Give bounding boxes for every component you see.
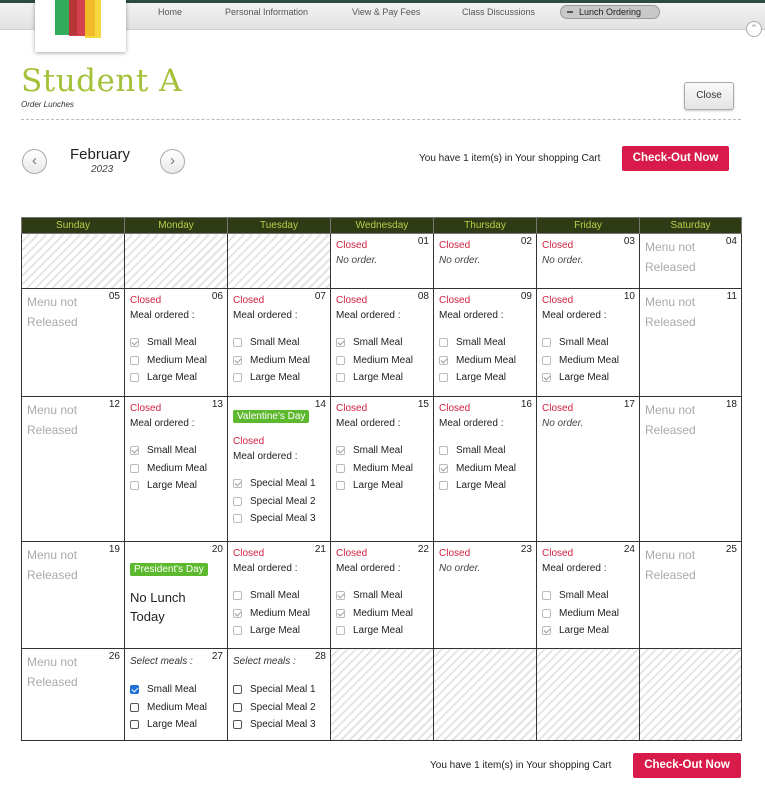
empty-day-cell: [434, 649, 537, 741]
meal-option: Medium Meal: [336, 605, 429, 623]
next-month-button[interactable]: [160, 149, 185, 174]
day-number: 17: [623, 399, 635, 410]
meal-option[interactable]: Small Meal: [130, 681, 223, 699]
checkbox-disabled-checked: [336, 338, 345, 347]
checkbox-disabled-checked: [336, 609, 345, 618]
meal-option: Small Meal: [233, 587, 326, 605]
closed-label: Closed: [542, 403, 574, 414]
closed-label: Closed: [233, 295, 265, 306]
day-header-sunday: Sunday: [22, 218, 125, 234]
closed-label: Closed: [439, 240, 471, 251]
checkbox-disabled-checked: [439, 356, 448, 365]
school-logo[interactable]: [35, 0, 126, 52]
meal-ordered-label: Meal ordered :: [439, 310, 504, 321]
day-number: 14: [314, 399, 326, 410]
menu-not-released: Menu not Released: [645, 403, 696, 437]
day-cell-09: [434, 289, 537, 397]
menu-not-released: Menu not Released: [27, 295, 78, 329]
day-cell-04: [640, 234, 742, 289]
no-order-label: No order.: [439, 563, 481, 574]
checkbox[interactable]: [233, 685, 242, 694]
day-cell-03: [537, 234, 640, 289]
meal-option: Small Meal: [439, 334, 532, 352]
no-order-label: No order.: [542, 255, 584, 266]
meal-option: Large Meal: [130, 369, 223, 387]
day-number: 04: [725, 236, 737, 247]
day-number: 25: [725, 544, 737, 555]
day-header-saturday: Saturday: [640, 218, 742, 234]
checkbox-disabled-checked: [542, 626, 551, 635]
checkbox-disabled: [336, 464, 345, 473]
meal-option: Small Meal: [542, 587, 635, 605]
meal-option[interactable]: Large Meal: [130, 716, 223, 734]
checkbox-disabled: [130, 356, 139, 365]
day-cell-19: [22, 542, 125, 649]
checkbox-disabled: [233, 373, 242, 382]
chevron-right-icon: ›: [170, 152, 175, 169]
day-number: 11: [726, 291, 737, 302]
meal-option: Small Meal: [336, 334, 429, 352]
meal-option: Small Meal: [336, 587, 429, 605]
cart-message-top: You have 1 item(s) in Your shopping Cart: [419, 153, 601, 164]
meal-option: Large Meal: [439, 369, 532, 387]
day-number: 28: [314, 651, 326, 662]
meal-option: Large Meal: [336, 622, 429, 640]
day-cell-23: [434, 542, 537, 649]
day-cell-10: [537, 289, 640, 397]
checkbox-disabled-checked: [130, 338, 139, 347]
meal-ordered-label: Meal ordered :: [542, 310, 607, 321]
checkbox[interactable]: [233, 720, 242, 729]
meal-option: Large Meal: [336, 369, 429, 387]
checkbox-disabled: [233, 514, 242, 523]
meal-option: Large Meal: [542, 622, 635, 640]
day-header-thursday: Thursday: [434, 218, 537, 234]
menu-not-released: Menu not Released: [27, 548, 78, 582]
day-cell-05: [22, 289, 125, 397]
meal-option[interactable]: Medium Meal: [130, 699, 223, 717]
day-cell-27: [125, 649, 228, 741]
nav-home[interactable]: Home: [158, 7, 183, 17]
checkbox-disabled: [130, 464, 139, 473]
day-number: 05: [108, 291, 120, 302]
day-number: 24: [623, 544, 635, 555]
day-cell-08: [331, 289, 434, 397]
day-number: 12: [108, 399, 120, 410]
meal-option: Small Meal: [336, 442, 429, 460]
day-cell-06: [125, 289, 228, 397]
menu-not-released: Menu not Released: [645, 295, 696, 329]
prev-month-button[interactable]: [22, 149, 47, 174]
no-order-label: No order.: [439, 255, 481, 266]
day-header-wednesday: Wednesday: [331, 218, 434, 234]
meal-option: Medium Meal: [439, 460, 532, 478]
day-number: 09: [520, 291, 532, 302]
no-lunch-label: No Lunch Today: [130, 590, 186, 624]
day-number: 10: [623, 291, 635, 302]
checkbox-disabled: [439, 481, 448, 490]
empty-day-cell: [640, 649, 742, 741]
day-number: 26: [108, 651, 120, 662]
day-cell-22: [331, 542, 434, 649]
empty-day-cell: [331, 649, 434, 741]
empty-day-cell: [125, 234, 228, 289]
day-number: 06: [211, 291, 223, 302]
meal-option: Small Meal: [130, 334, 223, 352]
day-number: 21: [314, 544, 326, 555]
meal-option: Special Meal 3: [233, 510, 326, 528]
day-number: 16: [520, 399, 532, 410]
day-number: 18: [725, 399, 737, 410]
meal-ordered-label: Meal ordered :: [336, 563, 401, 574]
checkbox-disabled: [233, 591, 242, 600]
nav-class-discussions[interactable]: Class Discussions: [462, 7, 536, 17]
day-cell-12: [22, 397, 125, 542]
checkbox-disabled: [336, 626, 345, 635]
meal-option[interactable]: Special Meal 3: [233, 716, 326, 734]
meal-option: Small Meal: [542, 334, 635, 352]
page-subtitle: Order Lunches: [21, 100, 74, 109]
meal-ordered-label: Meal ordered :: [542, 563, 607, 574]
checkbox-disabled: [439, 338, 448, 347]
day-number: 20: [211, 544, 223, 555]
meal-ordered-label: Meal ordered :: [233, 451, 298, 462]
meal-option: Medium Meal: [233, 352, 326, 370]
nav-view-pay-fees[interactable]: View & Pay Fees: [352, 7, 421, 17]
menu-not-released: Menu not Released: [27, 403, 78, 437]
day-number: 01: [417, 236, 429, 247]
checkbox[interactable]: [130, 720, 139, 729]
meal-option[interactable]: Special Meal 1: [233, 681, 326, 699]
day-header-friday: Friday: [537, 218, 640, 234]
meal-option: Small Meal: [233, 334, 326, 352]
day-number: 27: [211, 651, 223, 662]
day-cell-13: [125, 397, 228, 542]
menu-not-released: Menu not Released: [645, 548, 696, 582]
checkbox-disabled: [542, 356, 551, 365]
checkbox-disabled: [130, 373, 139, 382]
checkbox[interactable]: [233, 703, 242, 712]
closed-label: Closed: [542, 295, 574, 306]
meal-option: Medium Meal: [233, 605, 326, 623]
day-cell-28: [228, 649, 331, 741]
closed-label: Closed: [233, 436, 265, 447]
meal-ordered-label: Meal ordered :: [336, 310, 401, 321]
checkbox-disabled: [233, 497, 242, 506]
closed-label: Closed: [336, 295, 368, 306]
closed-label: Closed: [130, 295, 162, 306]
day-cell-11: [640, 289, 742, 397]
closed-label: Closed: [130, 403, 162, 414]
divider: [21, 119, 741, 120]
day-cell-14: [228, 397, 331, 542]
nav-personal-information[interactable]: Personal Information: [225, 7, 309, 17]
day-number: 02: [520, 236, 532, 247]
checkbox-disabled-checked: [130, 446, 139, 455]
holiday-badge: Valentine's Day: [233, 410, 309, 423]
meal-option: Special Meal 2: [233, 493, 326, 511]
meal-option: Large Meal: [233, 622, 326, 640]
holiday-badge: President's Day: [130, 563, 208, 576]
meal-option: Large Meal: [439, 477, 532, 495]
meal-option: Large Meal: [233, 369, 326, 387]
meal-option: Medium Meal: [336, 460, 429, 478]
day-header-tuesday: Tuesday: [228, 218, 331, 234]
month-label: February: [70, 146, 131, 163]
meal-ordered-label: Meal ordered :: [336, 418, 401, 429]
day-number: 23: [520, 544, 532, 555]
closed-label: Closed: [439, 548, 471, 559]
checkbox-disabled-checked: [233, 356, 242, 365]
meal-option: Medium Meal: [130, 460, 223, 478]
scroll-up-icon[interactable]: ⌃: [746, 21, 762, 37]
day-number: 08: [417, 291, 429, 302]
checkbox-disabled-checked: [336, 591, 345, 600]
day-cell-24: [537, 542, 640, 649]
meal-option: Medium Meal: [542, 352, 635, 370]
closed-label: Closed: [439, 403, 471, 414]
day-cell-02: [434, 234, 537, 289]
checkbox-disabled: [439, 373, 448, 382]
meal-option: Small Meal: [130, 442, 223, 460]
year-label: 2023: [91, 164, 114, 175]
cart-message-bottom: You have 1 item(s) in Your shopping Cart: [430, 760, 612, 771]
checkbox[interactable]: [130, 703, 139, 712]
checkbox-disabled-checked: [336, 446, 345, 455]
checkbox-disabled: [336, 481, 345, 490]
select-meals-label: Select meals :: [233, 656, 296, 667]
day-header-monday: Monday: [125, 218, 228, 234]
checkbox-disabled-checked: [233, 609, 242, 618]
day-cell-16: [434, 397, 537, 542]
checkbox-disabled: [542, 338, 551, 347]
closed-label: Closed: [439, 295, 471, 306]
no-order-label: No order.: [542, 418, 584, 429]
day-number: 19: [108, 544, 120, 555]
checkbox-disabled: [542, 609, 551, 618]
closed-label: Closed: [336, 240, 368, 251]
day-cell-20: [125, 542, 228, 649]
meal-ordered-label: Meal ordered :: [439, 418, 504, 429]
page-title: Student A: [21, 63, 183, 99]
meal-ordered-label: Meal ordered :: [130, 418, 195, 429]
meal-option: Medium Meal: [336, 352, 429, 370]
day-cell-26: [22, 649, 125, 741]
meal-ordered-label: Meal ordered :: [233, 310, 298, 321]
meal-option: Large Meal: [542, 369, 635, 387]
checkbox-disabled: [130, 481, 139, 490]
meal-ordered-label: Meal ordered :: [233, 563, 298, 574]
day-number: 07: [314, 291, 326, 302]
day-number: 03: [623, 236, 635, 247]
closed-label: Closed: [336, 548, 368, 559]
checkbox-disabled-checked: [439, 464, 448, 473]
checkbox-checked[interactable]: [130, 685, 139, 694]
meal-option: Medium Meal: [130, 352, 223, 370]
day-cell-25: [640, 542, 742, 649]
day-cell-21: [228, 542, 331, 649]
menu-not-released: Menu not Released: [27, 655, 78, 689]
day-cell-18: [640, 397, 742, 542]
meal-option: Small Meal: [439, 442, 532, 460]
checkbox-disabled: [542, 591, 551, 600]
meal-option[interactable]: Special Meal 2: [233, 699, 326, 717]
empty-day-cell: [22, 234, 125, 289]
day-cell-17: [537, 397, 640, 542]
menu-not-released: Menu not Released: [645, 240, 696, 274]
closed-label: Closed: [542, 240, 574, 251]
meal-ordered-label: Meal ordered :: [130, 310, 195, 321]
meal-option: Large Meal: [130, 477, 223, 495]
closed-label: Closed: [336, 403, 368, 414]
day-cell-07: [228, 289, 331, 397]
lunch-calendar: [21, 217, 742, 741]
chevron-left-icon: ‹: [32, 152, 37, 169]
checkout-button-bottom[interactable]: Check-Out Now: [633, 753, 741, 778]
checkout-button-top[interactable]: Check-Out Now: [622, 146, 729, 171]
empty-day-cell: [228, 234, 331, 289]
checkbox-disabled: [233, 626, 242, 635]
meal-option: Large Meal: [336, 477, 429, 495]
day-cell-15: [331, 397, 434, 542]
checkbox-disabled: [336, 373, 345, 382]
closed-label: Closed: [542, 548, 574, 559]
day-cell-01: [331, 234, 434, 289]
meal-option: Special Meal 1: [233, 475, 326, 493]
nav-lunch-ordering[interactable]: Lunch Ordering: [560, 5, 660, 19]
meal-option: Medium Meal: [439, 352, 532, 370]
checkbox-disabled: [233, 338, 242, 347]
checkbox-disabled-checked: [233, 479, 242, 488]
checkbox-disabled: [439, 446, 448, 455]
close-button[interactable]: Close: [684, 82, 734, 110]
closed-label: Closed: [233, 548, 265, 559]
select-meals-label: Select meals :: [130, 656, 193, 667]
day-number: 15: [417, 399, 429, 410]
no-order-label: No order.: [336, 255, 378, 266]
checkbox-disabled-checked: [542, 373, 551, 382]
day-number: 22: [417, 544, 429, 555]
empty-day-cell: [537, 649, 640, 741]
meal-option: Medium Meal: [542, 605, 635, 623]
day-number: 13: [211, 399, 223, 410]
checkbox-disabled: [336, 356, 345, 365]
